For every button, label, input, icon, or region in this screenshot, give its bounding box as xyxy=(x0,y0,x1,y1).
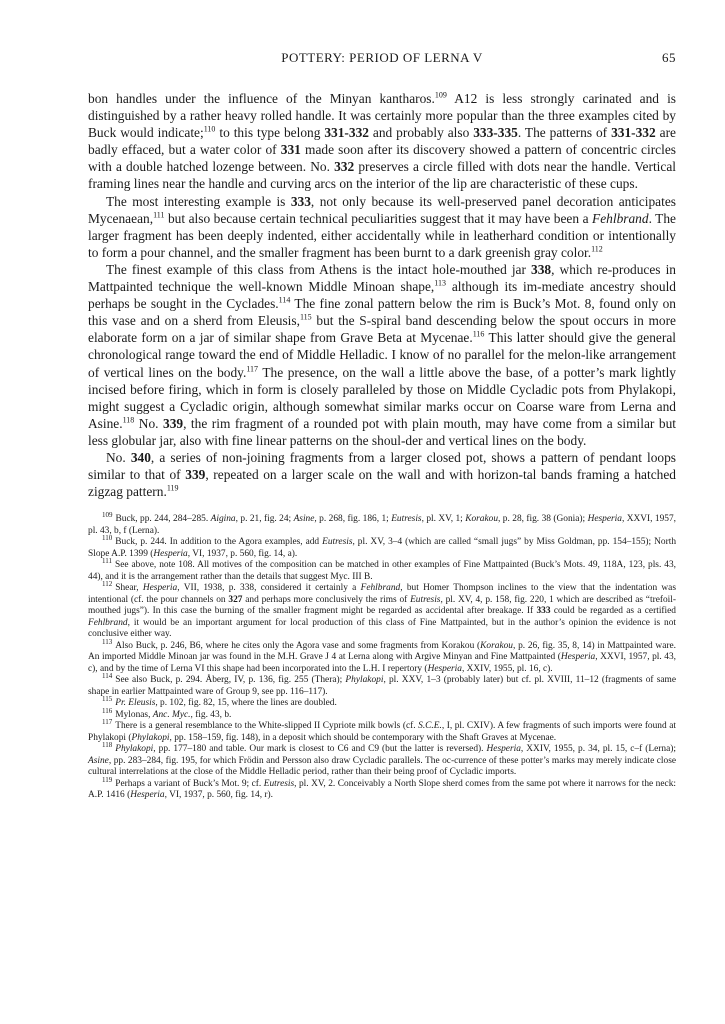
footnote-ref: 116 xyxy=(472,329,485,339)
text-run: are badly effaced, but a water color of xyxy=(88,125,676,158)
text-run: Shear, xyxy=(115,583,143,594)
catalogue-number: 331-332 xyxy=(324,125,369,141)
footnote xyxy=(88,557,676,583)
page xyxy=(88,50,676,802)
italic-term: Eutresis xyxy=(263,778,295,789)
italic-term: Hesperia xyxy=(427,663,462,674)
text-run: , fig. 43, b. xyxy=(190,709,232,720)
italic-term: Hesperia xyxy=(486,744,521,755)
text-run: but the S-spiral band descending below the spout occurs in more elaborate form on a jar of similar shape from Grave Beta at Mycenae. xyxy=(88,313,676,346)
text-run: The most interesting example is xyxy=(106,193,291,209)
footnote-number: 118 xyxy=(102,741,113,750)
footnote xyxy=(88,741,676,779)
italic-term: Pr. Eleusis xyxy=(115,698,156,709)
text-run: , which re-produces in Mattpainted technique the well-known Middle Minoan shape, xyxy=(88,261,677,295)
text-run: See above, note 108. All motives of the composition can be matched in other examples of Fine Mattpainted (Buck’s Mots. 49, 118A, 123, pls. 43, 44), and it is the arrangement rather than the details that suggest Myc. III B. xyxy=(88,560,676,582)
italic-term: Fehlbrand xyxy=(88,617,128,628)
catalogue-number: 333 xyxy=(290,193,311,209)
text-run: , p. 21, fig. 24; xyxy=(235,514,294,525)
text-run: , it would be an important argument for local production of this class of Fine Mattpainted, but in the author’s opinion the evidence is not conclusive either way. xyxy=(88,617,676,640)
running-header xyxy=(88,50,676,72)
text-run: , but Homer Thompson inclines to the view that the indentation was intentional (cf. the pour channels on xyxy=(88,583,676,605)
text-run: , XXIV, 1955, pl. 16, c). xyxy=(461,663,553,674)
running-title: POTTERY: PERIOD OF LERNA V xyxy=(281,50,483,65)
text-run: , VI, 1937, p. 560, fig. 14, r). xyxy=(164,790,273,801)
italic-term: Fehlbrand xyxy=(360,583,401,594)
text-run: bon handles under the influence of the Minyan kantharos. xyxy=(88,91,435,106)
footnote-ref: 115 xyxy=(299,312,312,322)
footnote-number: 111 xyxy=(102,557,112,566)
italic-term: Hesperia xyxy=(130,790,165,801)
text-run: , I, pl. CXIV). A few fragments of such imports were found at Phylakopi ( xyxy=(88,721,676,743)
footnote-ref: 109 xyxy=(434,90,447,100)
footnote-ref: 114 xyxy=(278,295,291,305)
italic-term: Asine xyxy=(88,755,109,766)
text-run: , p. 102, fig. 82, 15, where the lines are doubled. xyxy=(155,698,337,709)
italic-term: Eutresis xyxy=(322,537,353,548)
text-run: Mylonas, xyxy=(115,709,153,720)
text-run: , pl. XXV, 1–3 (probably later) but cf. pl. XVIII, 11–12 (fragments of same shape in earlier Mattpainted ware of Group 9, see pp. 116–117). xyxy=(88,675,676,697)
text-run: and perhaps more conclusively the rims of xyxy=(242,594,411,605)
body-paragraph xyxy=(88,449,676,500)
italic-term: S.C.E. xyxy=(418,721,442,732)
footnote xyxy=(88,775,676,802)
footnote xyxy=(88,695,676,710)
catalogue-number: 333-335 xyxy=(473,125,518,141)
italic-term: Phylakopi xyxy=(115,744,154,755)
text-run: and probably also xyxy=(368,125,474,141)
text-run: , pl. XV, 4, p. 158, fig. 220, 1 which are described as “trefoil-mouthed jugs”). In this case the burning of the smaller fragment might be regarded as accidental after breakage. If xyxy=(88,594,677,617)
text-run: preserves a circle filled with dots near the handle. Vertical framing lines near the handle and curving arcs on the interior of the lip are characteristic of these cups. xyxy=(88,159,676,192)
italic-term: Asine xyxy=(293,514,315,525)
footnote-number: 117 xyxy=(102,718,113,727)
footnote-number: 113 xyxy=(102,637,113,646)
text-run: , pl. XV, 2. Conceivably a North Slope sherd comes from the same pot where it narrows for the neck: A.P. 1416 ( xyxy=(88,778,676,801)
footnote xyxy=(88,706,676,722)
text-run: Also Buck, p. 246, B6, where he cites only the Agora vase and some fragments from Korakou ( xyxy=(115,640,481,651)
footnote-number: 116 xyxy=(102,706,113,715)
footnote-number: 109 xyxy=(102,511,113,520)
footnote-number: 115 xyxy=(102,695,113,704)
text-run: , XXVI, 1957, pl. 43, c), and by the time of Lerna VI this shape had been incorporated into the L.H. I repertory ( xyxy=(88,652,676,674)
footnote-ref: 110 xyxy=(203,124,216,134)
text-run: could be regarded as a certified xyxy=(550,606,676,617)
text-run: No. xyxy=(106,449,131,465)
text-run: . The patterns of xyxy=(517,125,612,141)
catalogue-number: 331 xyxy=(280,142,301,158)
text-run: , pl. XV, 1; xyxy=(421,514,466,525)
text-run: , VII, 1938, p. 338, considered it certainly a xyxy=(177,583,361,594)
text-run: , XXVI, 1957, pl. 43, b, f (Lerna). xyxy=(88,514,676,536)
footnote-number: 110 xyxy=(102,534,113,543)
text-run: . The larger fragment has been deeply indented, either accidentally while in leatherhard condition or intentionally to form a pour channel, and the smaller fragment has been burnt to a dark greenish gray color. xyxy=(88,210,676,260)
text-run: , pp. 283–284, fig. 195, for which Frödin and Persson also draw Cycladic parallels. The oc-currence of these potter’s marks may merely indicate close cultural interrelations at the close of the Middle Helladic period, rather than their being proof of Cycladic imports. xyxy=(88,755,676,778)
footnote xyxy=(88,637,676,676)
italic-term: Korakou xyxy=(465,514,499,525)
body-paragraph xyxy=(88,90,676,193)
text-run: , pl. XV, 3–4 (which are called “small jugs” by Miss Goldman, pp. 154–155); North Slope A.P. 1399 ( xyxy=(88,537,677,559)
italic-term: Hesperia xyxy=(153,548,188,559)
italic-term: Korakou xyxy=(480,640,513,651)
text-run: A12 is less strongly carinated and is distinguished by a rather heavy rolled handle. It was certainly more popular than the three examples cited by Buck would indicate; xyxy=(88,91,676,141)
text-run: Buck, p. 244. In addition to the Agora examples, add xyxy=(115,537,323,548)
text-run: Perhaps a variant of Buck’s Mot. 9; cf. xyxy=(115,778,264,789)
footnote-ref: 113 xyxy=(434,278,446,288)
text-run: , pp. 177–180 and table. Our mark is closest to C6 and C9 (but the latter is reversed). xyxy=(153,744,487,755)
text-run: See also Buck, p. 294. Åberg, IV, p. 136, fig. 255 (Thera); xyxy=(115,675,346,686)
catalogue-number: 339 xyxy=(185,467,206,483)
body-paragraph xyxy=(88,193,676,261)
footnote xyxy=(88,534,677,560)
text-run: Buck, pp. 244, 284–285. xyxy=(115,514,211,525)
catalogue-number: 338 xyxy=(531,261,552,277)
text-run: , the rim fragment of a rounded pot with plain mouth, may have come from a similar but less globular jar, also with fine linear patterns on the shoul-der and vertical lines on the body. xyxy=(88,415,676,448)
footnote-number: 112 xyxy=(102,580,113,589)
catalogue-number: 331-332 xyxy=(611,125,656,141)
text-run: , VI, 1937, p. 560, fig. 14, a). xyxy=(187,548,298,559)
text-run: , XXIV, 1955, p. 34, pl. 15, c–f (Lerna); xyxy=(520,744,676,755)
text-run: , p. 268, fig. 186, 1; xyxy=(314,514,392,525)
text-run: , repeated on a larger scale on the wall and with horizon-tal bands framing a hatched zigzag pattern. xyxy=(88,467,676,500)
text-run: There is a general resemblance to the White-slipped II Cypriote milk bowls (cf. xyxy=(115,721,419,732)
footnote-number: 119 xyxy=(102,775,113,784)
italic-term: Hesperia xyxy=(587,514,622,525)
text-run: , p. 26, fig. 35, 8, 14) in Mattpainted ware. An imported Middle Minoan jar was found in the M.H. Grave J 4 at Lerna along with Argive Minyan and Fine Mattpainted ( xyxy=(88,640,676,663)
catalogue-number: 332 xyxy=(334,159,355,175)
italic-term: Phylakopi xyxy=(131,732,170,743)
page-number: 65 xyxy=(662,50,676,65)
italic-term: Hesperia xyxy=(142,583,178,594)
text-run: to this type belong xyxy=(215,125,325,141)
text-run: The finest example of this class from Athens is the intact hole-mouthed jar xyxy=(106,261,532,277)
footnote-ref: 117 xyxy=(246,364,259,374)
italic-term: Phylakopi xyxy=(345,675,384,686)
footnotes xyxy=(88,511,677,802)
text-run: but also because certain technical peculiarities suggest that it may have been a xyxy=(164,210,593,226)
italic-term: Fehlbrand xyxy=(592,210,649,226)
catalogue-number: 333 xyxy=(536,606,551,617)
text-run: , not only because its well-preserved panel decoration anticipates Mycenaean, xyxy=(88,193,676,226)
italic-term: Eutresis xyxy=(410,594,441,605)
body-paragraph xyxy=(88,261,676,449)
catalogue-number: 327 xyxy=(228,594,243,605)
footnote xyxy=(88,511,676,537)
italic-term: Aigina xyxy=(210,514,236,525)
text-run: , pp. 158–159, fig. 148), in a deposit which should be contemporary with the Shaft Graves at Mycenae. xyxy=(169,732,557,743)
catalogue-number: 339 xyxy=(163,415,184,431)
body-text xyxy=(88,90,676,500)
italic-term: Hesperia xyxy=(560,652,596,663)
text-run: The presence, on the wall a little above the base, of a potter’s mark lightly incised before firing, which in form is closely paralleled by those on Middle Cycladic pots from Phylakopi, might suggest a Cycladic origin, although somewhat similar marks occur on Coarse ware from Lerna and Asine. xyxy=(88,364,677,431)
text-run: No. xyxy=(134,415,163,431)
text-run: This latter should give the general chronological range toward the end of Middle Helladic. I know of no parallel for the melon-like arrangement of vertical lines on the body. xyxy=(88,330,677,380)
footnote-ref: 118 xyxy=(122,415,135,425)
footnote-ref: 112 xyxy=(591,244,603,254)
footnote-ref: 119 xyxy=(166,483,179,493)
footnote xyxy=(88,718,676,744)
footnote-number: 114 xyxy=(102,672,113,681)
text-run: , p. 28, fig. 38 (Gonia); xyxy=(498,514,588,525)
footnote xyxy=(88,672,676,698)
italic-term: Eutresis xyxy=(391,514,422,525)
footnote xyxy=(88,580,677,641)
italic-term: Anc. Myc. xyxy=(152,709,191,720)
text-run: although its im-mediate ancestry should perhaps be sought in the Cyclades. xyxy=(88,279,676,312)
text-run: , a series of non-joining fragments from a larger closed pot, shows a pattern of pendant loops similar to that of xyxy=(88,449,677,483)
catalogue-number: 340 xyxy=(130,449,151,465)
text-run: made soon after its discovery showed a pattern of concentric circles with a double hatched lozenge between. No. xyxy=(88,142,676,175)
text-run: The fine zonal pattern below the rim is Buck’s Mot. 8, found only on this vase and on a sherd from Eleusis, xyxy=(88,296,676,329)
footnote-ref: 111 xyxy=(153,210,165,220)
